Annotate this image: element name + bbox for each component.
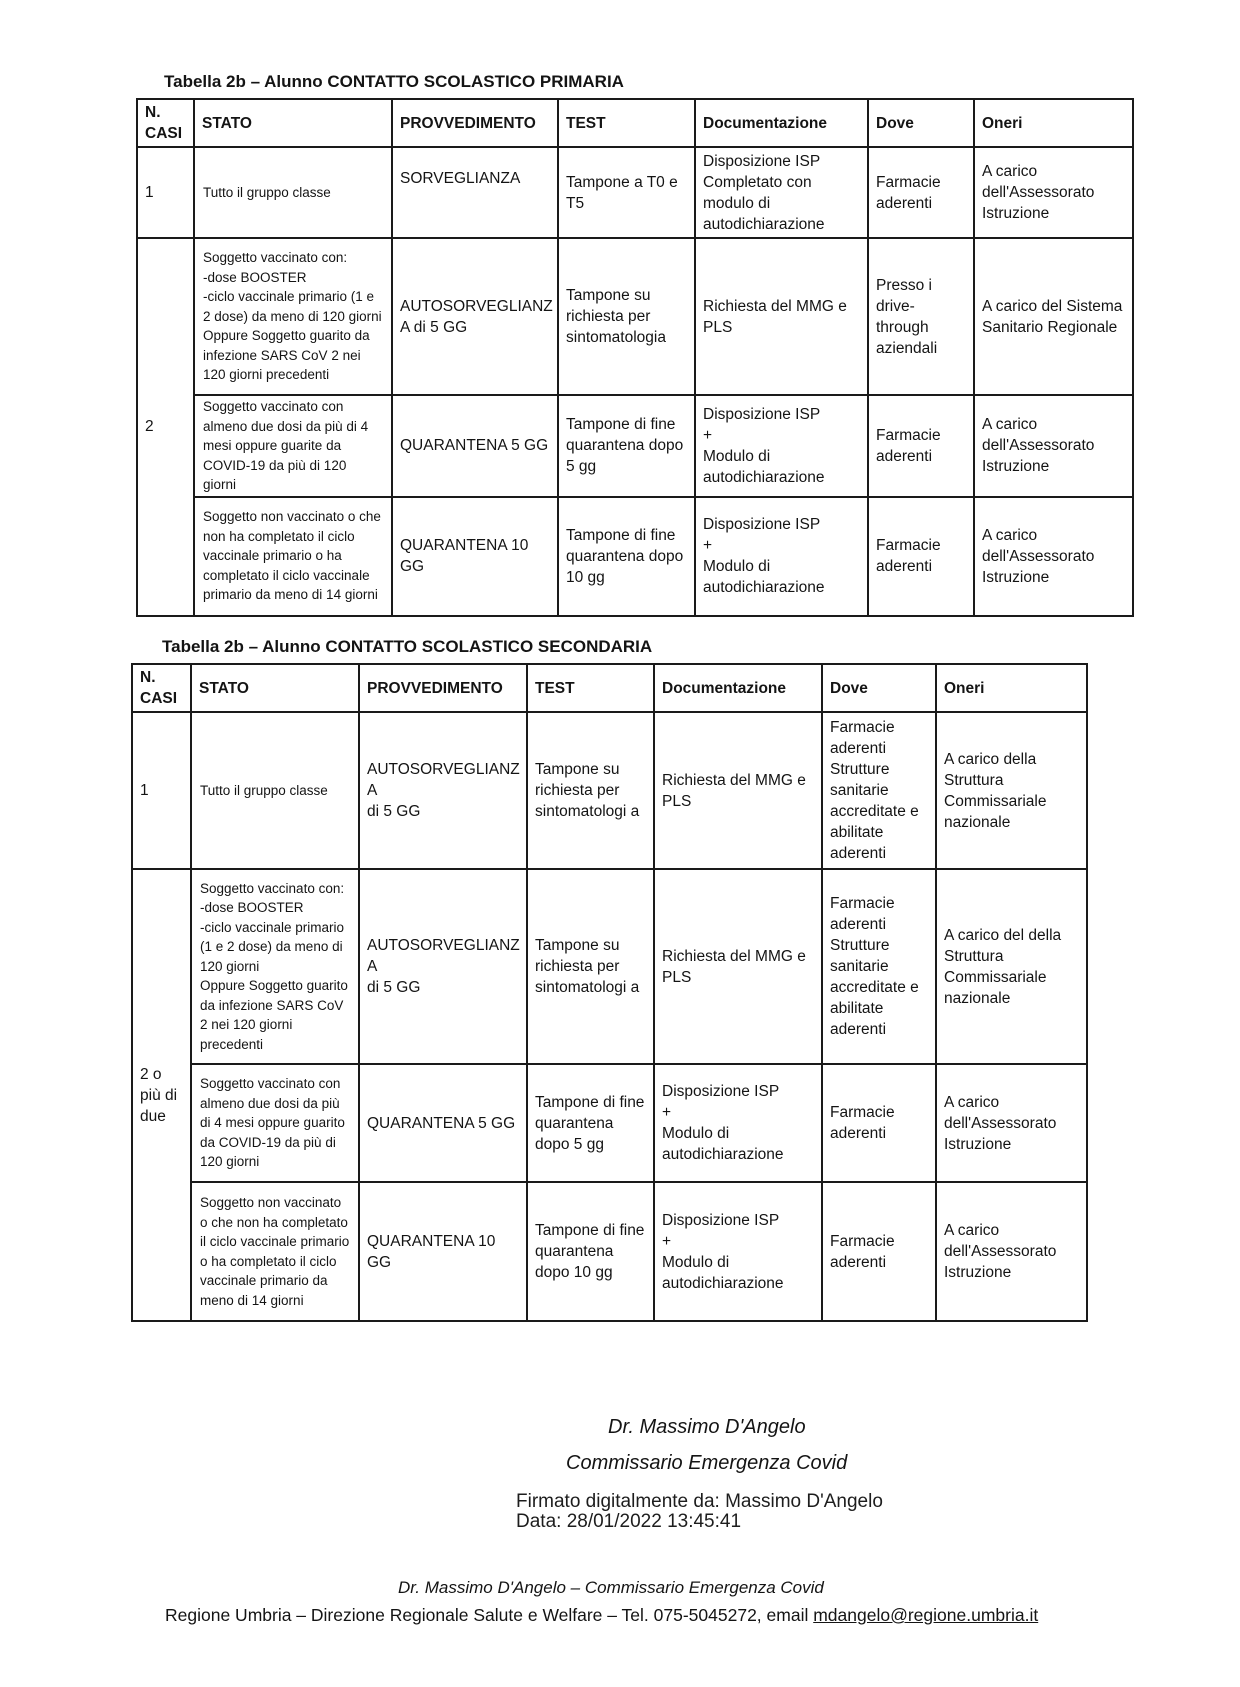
cell-dove: Farmacie aderenti: [868, 497, 974, 616]
cell-dove: Farmacie aderenti: [822, 1064, 936, 1182]
cell-documentazione: Richiesta del MMG e PLS: [695, 238, 868, 395]
cell-stato: Tutto il gruppo classe: [191, 712, 359, 869]
cell-dove: Farmacie aderenti Strutture sanitarie accreditate e abilitate aderenti: [822, 712, 936, 869]
header-stato: STATO: [191, 664, 359, 712]
cell-casi: 1: [132, 712, 191, 869]
cell-oneri: A carico del Sistema Sanitario Regionale: [974, 238, 1133, 395]
header-test: TEST: [558, 99, 695, 147]
cell-oneri: A carico dell'Assessorato Istruzione: [936, 1064, 1087, 1182]
table-row: [137, 497, 1133, 616]
table-row: [132, 1182, 1087, 1321]
cell-documentazione: Richiesta del MMG e PLS: [654, 869, 822, 1064]
header-dove: Dove: [868, 99, 974, 147]
header-oneri: Oneri: [974, 99, 1133, 147]
table1-header-row: [137, 99, 1133, 147]
cell-documentazione: Disposizione ISP + Modulo di autodichiarazione: [695, 395, 868, 497]
cell-test: Tampone di fine quarantena dopo 10 gg: [527, 1182, 654, 1321]
digital-signature-line1: Firmato digitalmente da: Massimo D'Angelo: [516, 1491, 883, 1512]
header-documentazione: Documentazione: [654, 664, 822, 712]
table-row: [132, 869, 1087, 1064]
header-test: TEST: [527, 664, 654, 712]
cell-test: Tampone di fine quarantena dopo 5 gg: [558, 395, 695, 497]
header-n-casi: N. CASI: [132, 664, 191, 712]
cell-test: Tampone su richiesta per sintomatologi a: [527, 712, 654, 869]
table-row: [132, 712, 1087, 869]
cell-dove: Farmacie aderenti Strutture sanitarie accreditate e abilitate aderenti: [822, 869, 936, 1064]
cell-casi: 2 o più di due: [132, 869, 191, 1321]
cell-test: Tampone su richiesta per sintomatologia: [558, 238, 695, 395]
header-n-casi: N. CASI: [137, 99, 194, 147]
table1-caption: Tabella 2b – Alunno CONTATTO SCOLASTICO PRIMARIA: [164, 72, 624, 91]
table2-header-row: [132, 664, 1087, 712]
signature-name: Dr. Massimo D'Angelo: [608, 1416, 806, 1438]
cell-provvedimento: QUARANTENA 5 GG: [392, 395, 558, 497]
cell-oneri: A carico dell'Assessorato Istruzione: [974, 395, 1133, 497]
cell-documentazione: Richiesta del MMG e PLS: [654, 712, 822, 869]
table-row: [137, 238, 1133, 395]
footer-contact-text: Regione Umbria – Direzione Regionale Salute e Welfare – Tel. 075-5045272, email: [165, 1605, 814, 1625]
cell-oneri: A carico dell'Assessorato Istruzione: [974, 497, 1133, 616]
table-secondaria: [131, 663, 1088, 1322]
cell-stato: Soggetto vaccinato con almeno due dosi da più di 4 mesi oppure guarito da COVID-19 da più di 120 giorni: [191, 1064, 359, 1182]
digital-signature-date: Data: 28/01/2022 13:45:41: [516, 1511, 742, 1532]
cell-stato: Soggetto vaccinato con almeno due dosi da più di 4 mesi oppure guarite da COVID-19 da più di 120 giorni: [194, 395, 392, 497]
cell-provvedimento: AUTOSORVEGLIANZ A di 5 GG: [392, 238, 558, 395]
cell-test: Tampone di fine quarantena dopo 5 gg: [527, 1064, 654, 1182]
cell-dove: Farmacie aderenti: [822, 1182, 936, 1321]
cell-oneri: A carico dell'Assessorato Istruzione: [974, 147, 1133, 238]
cell-test: Tampone a T0 e T5: [558, 147, 695, 238]
cell-provvedimento: QUARANTENA 5 GG: [359, 1064, 527, 1182]
cell-documentazione: Disposizione ISP + Modulo di autodichiarazione: [695, 497, 868, 616]
header-oneri: Oneri: [936, 664, 1087, 712]
cell-documentazione: Disposizione ISP + Modulo di autodichiarazione: [654, 1064, 822, 1182]
signature-role: Commissario Emergenza Covid: [566, 1452, 848, 1474]
header-provvedimento: PROVVEDIMENTO: [392, 99, 558, 147]
cell-oneri: A carico della Struttura Commissariale nazionale: [936, 712, 1087, 869]
cell-stato: Soggetto vaccinato con: -dose BOOSTER -ciclo vaccinale primario (1 e 2 dose) da meno di 120 giorni Oppure Soggetto guarito da infezione SARS CoV 2 nei 120 giorni precedenti: [191, 869, 359, 1064]
header-documentazione: Documentazione: [695, 99, 868, 147]
header-dove: Dove: [822, 664, 936, 712]
cell-test: Tampone di fine quarantena dopo 10 gg: [558, 497, 695, 616]
cell-stato: Soggetto non vaccinato o che non ha completato il ciclo vaccinale primario o ha completato il ciclo vaccinale primario da meno di 14 giorni: [194, 497, 392, 616]
cell-dove: Farmacie aderenti: [868, 395, 974, 497]
header-provvedimento: PROVVEDIMENTO: [359, 664, 527, 712]
table2-caption: Tabella 2b – Alunno CONTATTO SCOLASTICO SECONDARIA: [162, 637, 653, 656]
footer-contact-line: [165, 1605, 1038, 1626]
cell-dove: Presso i drive-through aziendali: [868, 238, 974, 395]
cell-provvedimento: AUTOSORVEGLIANZ A di 5 GG: [359, 869, 527, 1064]
table-row: [132, 1064, 1087, 1182]
cell-provvedimento: SORVEGLIANZA: [392, 147, 558, 238]
cell-stato: Soggetto vaccinato con: -dose BOOSTER -ciclo vaccinale primario (1 e 2 dose) da meno di 120 giorni Oppure Soggetto guarito da infezione SARS CoV 2 nei 120 giorni precedenti: [194, 238, 392, 395]
table-row: [137, 395, 1133, 497]
cell-provvedimento: QUARANTENA 10 GG: [392, 497, 558, 616]
table-primaria: [136, 98, 1134, 617]
table-row: [137, 147, 1133, 238]
cell-stato: Soggetto non vaccinato o che non ha completato il ciclo vaccinale primario o ha completato il ciclo vaccinale primario da meno di 14 giorni: [191, 1182, 359, 1321]
cell-casi: 1: [137, 147, 194, 238]
footer-signature-line: Dr. Massimo D'Angelo – Commissario Emergenza Covid: [398, 1578, 824, 1597]
cell-documentazione: Disposizione ISP + Modulo di autodichiarazione: [654, 1182, 822, 1321]
cell-stato: Tutto il gruppo classe: [194, 147, 392, 238]
cell-provvedimento: AUTOSORVEGLIANZ A di 5 GG: [359, 712, 527, 869]
header-stato: STATO: [194, 99, 392, 147]
cell-test: Tampone su richiesta per sintomatologi a: [527, 869, 654, 1064]
cell-documentazione: Disposizione ISP Completato con modulo di autodichiarazione: [695, 147, 868, 238]
cell-dove: Farmacie aderenti: [868, 147, 974, 238]
footer-email-link[interactable]: mdangelo@regione.umbria.it: [813, 1605, 1039, 1625]
cell-oneri: A carico dell'Assessorato Istruzione: [936, 1182, 1087, 1321]
cell-oneri: A carico del della Struttura Commissariale nazionale: [936, 869, 1087, 1064]
cell-provvedimento: QUARANTENA 10 GG: [359, 1182, 527, 1321]
cell-casi: 2: [137, 238, 194, 616]
